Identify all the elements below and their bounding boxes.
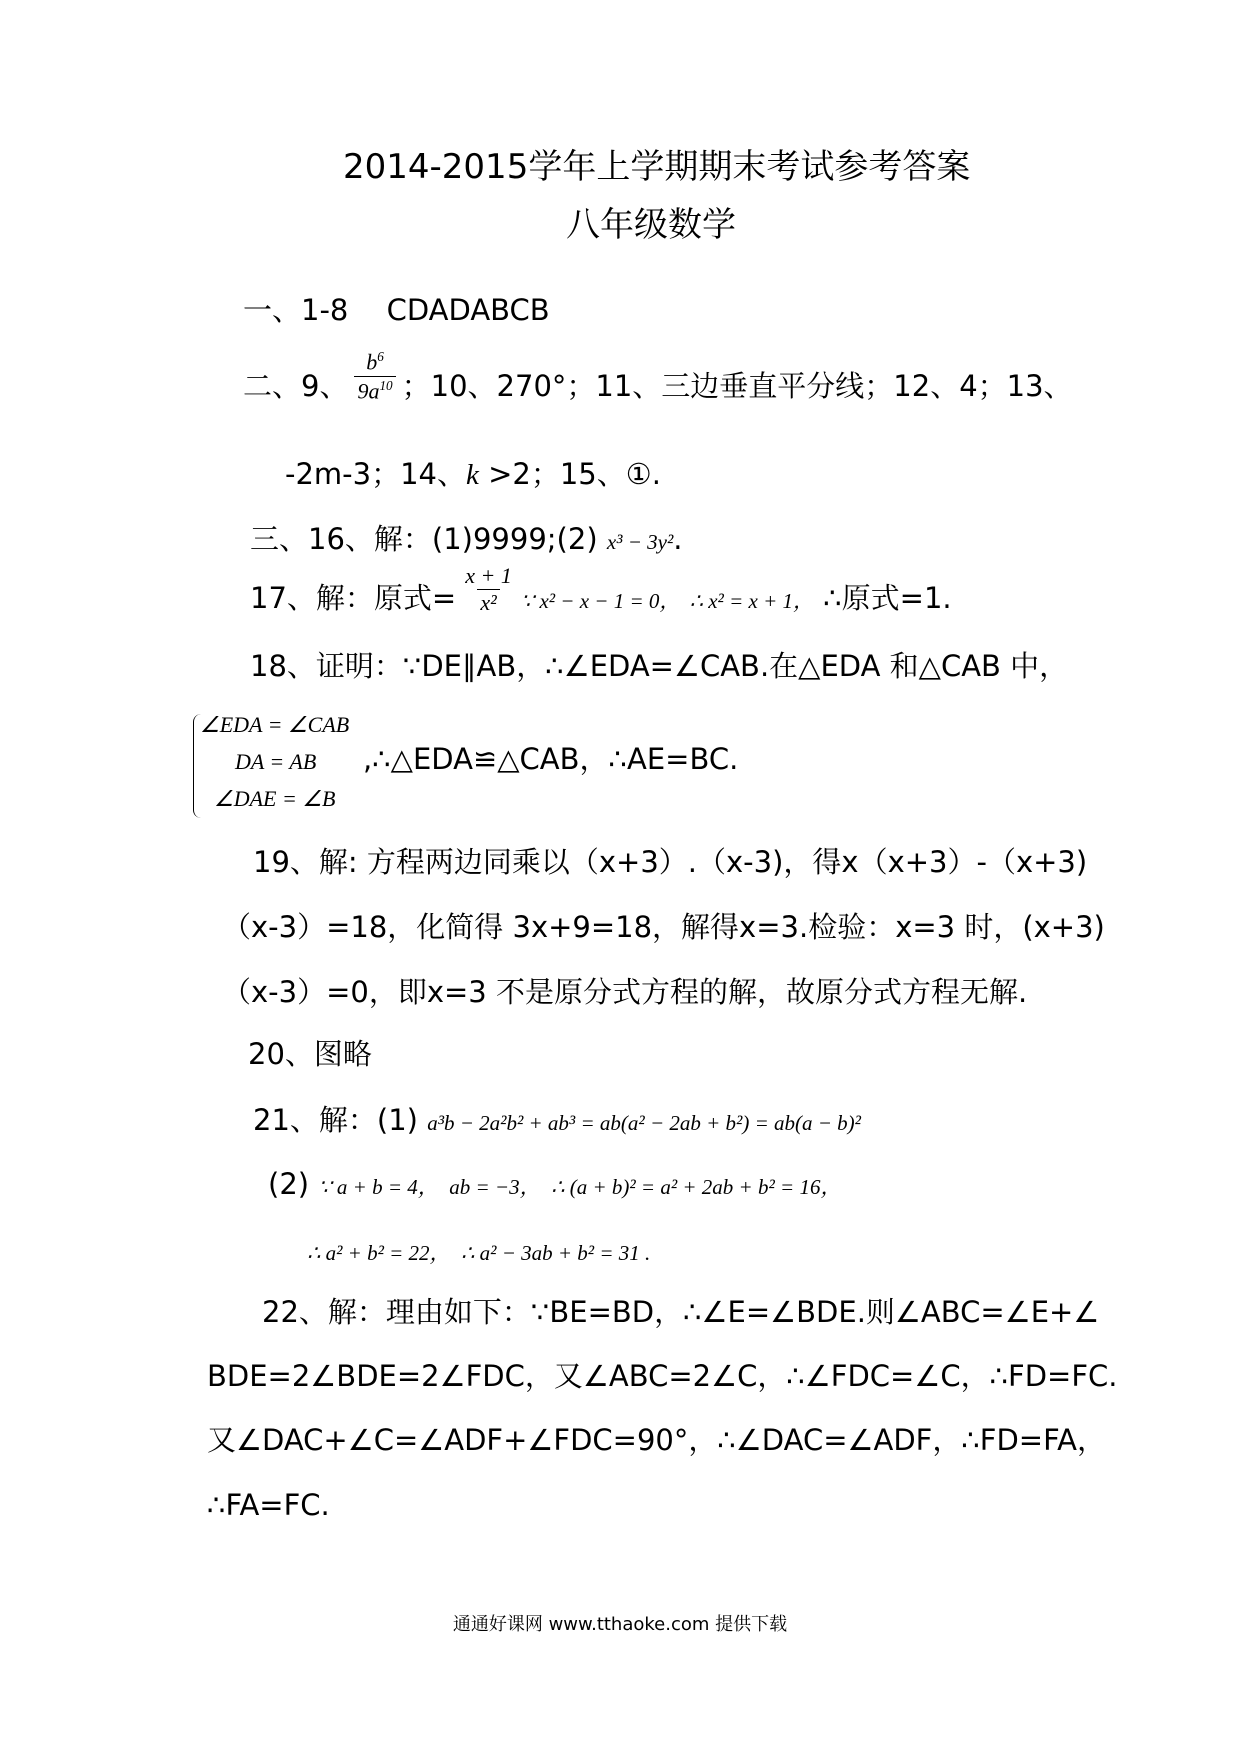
s2-line2-a: -2m-3；14、 <box>285 457 466 491</box>
s3-prefix: 三、16、解：(1)9999;(2) <box>250 522 598 556</box>
footer-source: 通通好课网 www.tthaoke.com 提供下载 <box>452 1614 788 1635</box>
frac-num: b <box>366 349 378 375</box>
answer-21-line-1 <box>253 1103 861 1137</box>
system-eq-1: ∠EDA = ∠CAB <box>200 712 350 737</box>
answer-20: 20、图略 <box>248 1037 372 1071</box>
answer-17 <box>250 562 952 615</box>
frac-den: 9a <box>357 377 380 403</box>
q17-since: ∵ x² − x − 1 = 0， <box>520 589 681 613</box>
q17-fraction <box>462 562 515 615</box>
answer-22-line-1: 22、解：理由如下：∵BE=BD，∴∠E=∠BDE.则∠ABC=∠E+∠ <box>262 1295 1100 1329</box>
page-title: 2014-2015学年上学期期末考试参考答案 <box>343 147 971 187</box>
s2-line2-k: k <box>465 459 479 491</box>
q21-expr2: ∵ a + b = 4， ab = −3， ∴ (a + b)² = a² + 2ab + b² = 16， <box>318 1175 842 1199</box>
answer-22-line-3: 又∠DAC+∠C=∠ADF+∠FDC=90°，∴∠DAC=∠ADF，∴FD=FA， <box>207 1423 1106 1457</box>
system-eq-2: DA = AB <box>235 749 317 774</box>
q21-expr1: a³b − 2a²b² + ab³ = ab(a² − 2ab + b²) = ab(a − b)² <box>427 1111 861 1135</box>
q21-label2: (2) <box>268 1167 310 1201</box>
q17-frac-num: x + 1 <box>465 562 512 588</box>
answer-19-line-2: （x-3）=18，化简得 3x+9=18，解得x=3.检验：x=3 时，(x+3) <box>222 910 1105 944</box>
s2-prefix: 二、9、 <box>243 369 349 403</box>
q21-label1: 21、解：(1) <box>253 1103 418 1137</box>
page-subtitle: 八年级数学 <box>566 205 736 245</box>
answer-21-line-2 <box>268 1167 842 1201</box>
answer-19-line-3: （x-3）=0，即x=3 不是原分式方程的解，故原分式方程无解. <box>222 975 1028 1009</box>
q17-hence1: ∴ x² = x + 1， <box>689 589 814 613</box>
answer-21-line-3 <box>307 1236 650 1265</box>
answer-18-conclusion: ,∴△EDA≌△CAB，∴AE=BC. <box>363 742 739 776</box>
q21-expr3: ∴ a² + b² = 22， ∴ a² − 3ab + b² = 31 . <box>307 1241 651 1265</box>
s3-expr: x³ − 3y² <box>606 530 674 554</box>
q17-frac-den: x² <box>477 589 499 614</box>
answer-22-line-2: BDE=2∠BDE=2∠FDC，又∠ABC=2∠C，∴∠FDC=∠C，∴FD=FC. <box>207 1359 1118 1393</box>
answer-18-line-1: 18、证明：∵DE∥AB，∴∠EDA=∠CAB.在△EDA 和△CAB 中， <box>250 649 1069 683</box>
s2-line2-b: >2；15、①. <box>478 457 661 491</box>
s2-rest: ；10、270°；11、三边垂直平分线；12、4；13、 <box>401 369 1073 403</box>
answer-section-2-line-2 <box>285 457 661 491</box>
answer-section-2-line-1 <box>243 349 1073 403</box>
answer-19-line-1: 19、解: 方程两边同乘以（x+3）.（x-3)，得x（x+3）-（x+3) <box>253 845 1088 879</box>
q17-prefix: 17、解：原式= <box>250 581 457 615</box>
answer-section-3 <box>250 522 683 556</box>
s3-end: . <box>673 522 683 556</box>
q17-hence2: ∴原式=1. <box>823 581 952 615</box>
answer-22-line-4: ∴FA=FC. <box>207 1488 330 1522</box>
answer-section-1: 一、1-8 CDADABCB <box>243 293 550 327</box>
frac-num-exp: 6 <box>377 349 384 365</box>
fraction-b6-9a10 <box>354 350 395 402</box>
frac-den-exp: 10 <box>379 377 393 393</box>
system-eq-3: ∠DAE = ∠B <box>214 786 336 811</box>
